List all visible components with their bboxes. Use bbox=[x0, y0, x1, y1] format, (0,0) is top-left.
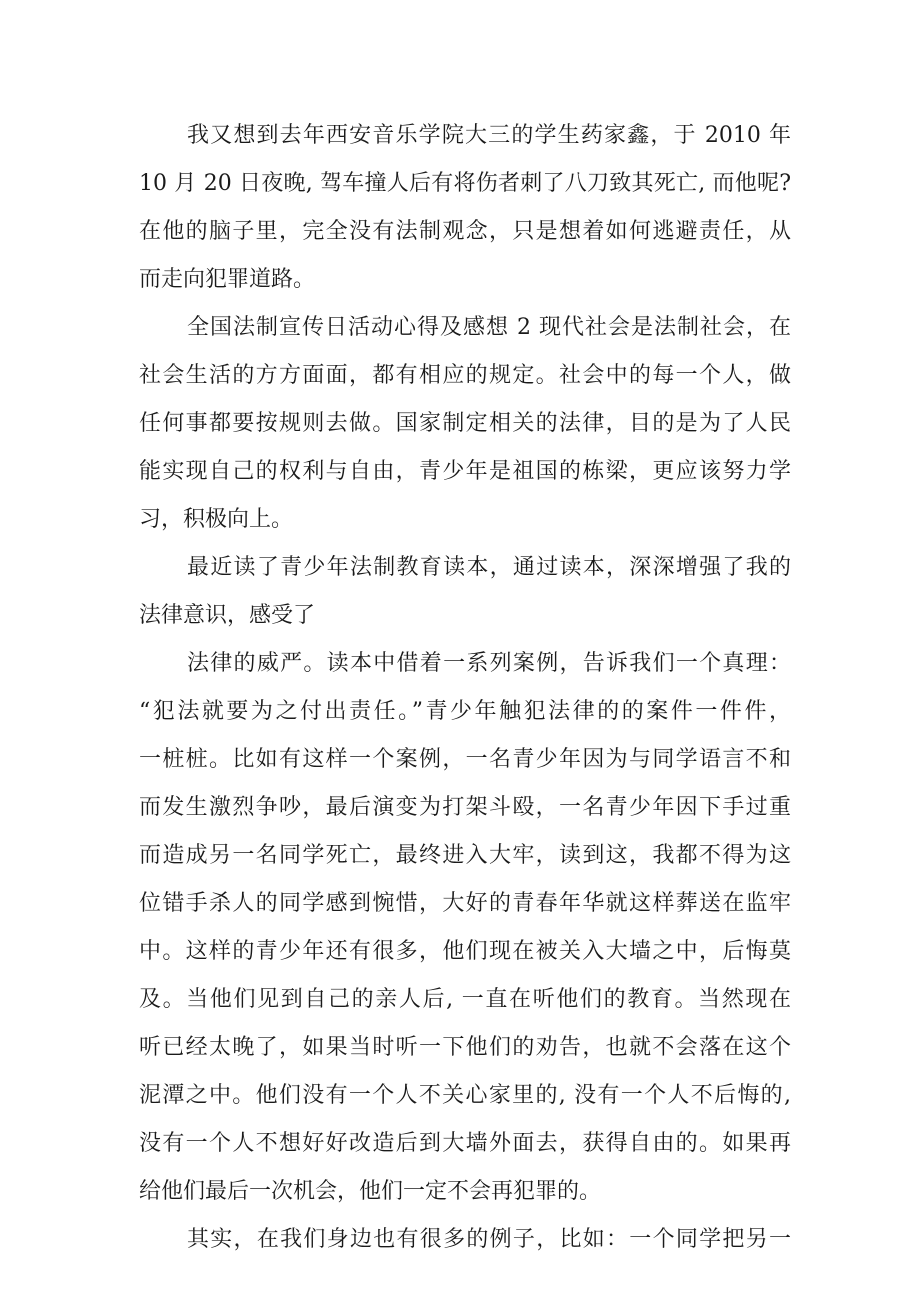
text-line: 任何事都要按规则去做。国家制定相关的法律，目的是为了人民 bbox=[139, 411, 791, 436]
text-line: 我又想到去年西安音乐学院大三的学生药家鑫，于 2010 年 bbox=[187, 123, 791, 148]
text-line: “犯法就要为之付出责任。”青少年触犯法律的的案件一件件， bbox=[139, 699, 791, 724]
text-line: 其实，在我们身边也有很多的例子，比如：一个同学把另一 bbox=[187, 1227, 791, 1252]
text-line: 一桩桩。比如有这样一个案例，一名青少年因为与同学语言不和 bbox=[139, 747, 791, 772]
text-line: 而走向犯罪道路。 bbox=[139, 267, 316, 292]
text-line: 10 月 20 日夜晚, 驾车撞人后有将伤者刺了八刀致其死亡, 而他呢? bbox=[139, 171, 791, 196]
text-line: 全国法制宣传日活动心得及感想 2 现代社会是法制社会，在 bbox=[187, 315, 791, 340]
text-line: 中。这样的青少年还有很多，他们现在被关入大墙之中，后悔莫 bbox=[139, 939, 791, 964]
text-line: 给他们最后一次机会，他们一定不会再犯罪的。 bbox=[139, 1179, 602, 1204]
text-line: 能实现自己的权利与自由，青少年是祖国的栋梁，更应该努力学 bbox=[139, 459, 791, 484]
text-line: 位错手杀人的同学感到惋惜，大好的青春年华就这样葬送在监牢 bbox=[139, 891, 791, 916]
body-text bbox=[139, 112, 791, 1264]
text-line: 泥潭之中。他们没有一个人不关心家里的, 没有一个人不后悔的, bbox=[139, 1083, 791, 1108]
text-line: 听已经太晚了，如果当时听一下他们的劝告，也就不会落在这个 bbox=[139, 1035, 791, 1060]
text-line: 法律的威严。读本中借着一系列案例，告诉我们一个真理： bbox=[187, 651, 791, 676]
text-line: 及。当他们见到自己的亲人后, 一直在听他们的教育。当然现在 bbox=[139, 987, 791, 1012]
text-line: 在他的脑子里，完全没有法制观念，只是想着如何逃避责任，从 bbox=[139, 219, 791, 244]
text-line: 社会生活的方方面面，都有相应的规定。社会中的每一个人，做 bbox=[139, 363, 791, 388]
text-line: 而发生激烈争吵，最后演变为打架斗殴，一名青少年因下手过重 bbox=[139, 795, 791, 820]
text-line: 而造成另一名同学死亡，最终进入大牢，读到这，我都不得为这 bbox=[139, 843, 791, 868]
text-line: 没有一个人不想好好改造后到大墙外面去，获得自由的。如果再 bbox=[139, 1131, 791, 1156]
text-line: 习，积极向上。 bbox=[139, 507, 294, 532]
text-line: 最近读了青少年法制教育读本，通过读本，深深增强了我的 bbox=[187, 555, 791, 580]
text-line: 法律意识，感受了 bbox=[139, 603, 316, 628]
